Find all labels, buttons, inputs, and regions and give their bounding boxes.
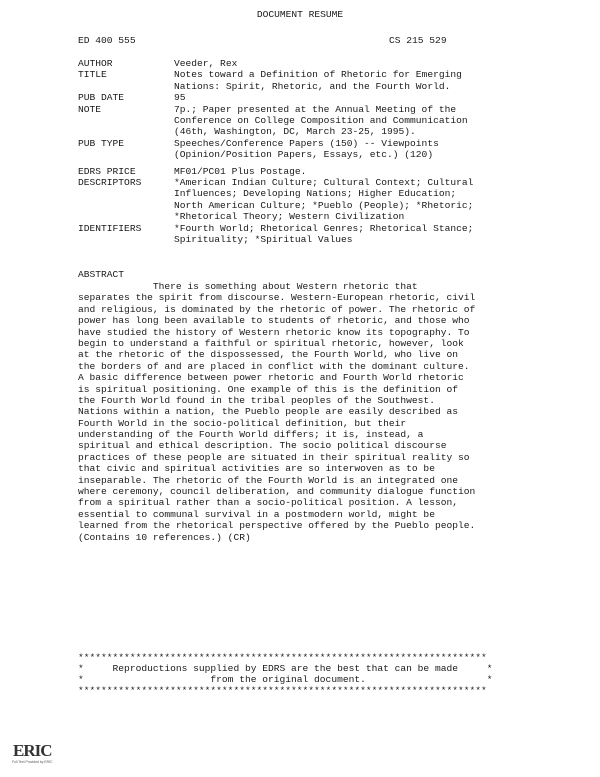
- abstract-line: spiritual and ethical description. The socio political discourse: [78, 440, 447, 452]
- cs-number: CS 215 529: [389, 35, 447, 46]
- abstract-line: the Fourth World found in the tribal peoples of the Southwest.: [78, 394, 435, 406]
- eric-logo-tagline: Full Text Provided by ERIC: [12, 760, 53, 764]
- abstract-line: at the rhetoric of the dispossessed, the Fourth World, who live on: [78, 349, 458, 361]
- field-value-line: North American Culture; *Pueblo (People); *Rhetoric;: [174, 199, 474, 211]
- field-value-line: Influences; Developing Nations; Higher Education;: [174, 188, 457, 200]
- abstract-line: understanding of the Fourth World differs; it is, instead, a: [78, 429, 424, 441]
- field-value-line: *American Indian Culture; Cultural Context; Cultural: [174, 177, 474, 188]
- abstract-line: that civic and spiritual activities are so interwoven as to be: [78, 463, 435, 475]
- field-value-line: *Fourth World; Rhetorical Genres; Rhetorical Stance;: [174, 222, 474, 234]
- abstract-line: (Contains 10 references.) (CR): [78, 531, 251, 543]
- abstract-line: is spiritual positioning. One example of this is the definition of: [78, 383, 458, 395]
- field-value-line: 7p.; Paper presented at the Annual Meeting of the: [174, 103, 457, 115]
- abstract-heading: ABSTRACT: [78, 269, 125, 280]
- field-value-line: Conference on College Composition and Communication: [174, 114, 468, 126]
- abstract-line: Nations within a nation, the Pueblo people are easily described as: [78, 406, 458, 418]
- document-title: DOCUMENT RESUME: [256, 9, 344, 20]
- field-label: TITLE: [78, 69, 107, 81]
- footer-star-border-bottom: ***********************************************************************: [78, 685, 487, 696]
- field-label: NOTE: [78, 103, 102, 115]
- abstract-line: have studied the history of Western rhetoric know its topography. To: [78, 326, 470, 338]
- abstract-line: power has long been available to students of rhetoric, and those who: [78, 315, 470, 327]
- abstract-line: where ceremony, council deliberation, and community dialogue function: [78, 486, 476, 498]
- field-value-line: 95: [174, 92, 186, 104]
- abstract-line: the borders of and are placed in conflict with the dominant culture.: [78, 360, 470, 372]
- field-value-line: Nations: Spirit, Rhetoric, and the Fourth World.: [174, 80, 451, 92]
- abstract-line: practices of these people are situated in their spiritual reality so: [78, 451, 470, 463]
- abstract-line: There is something about Western rhetoric that: [78, 281, 418, 292]
- field-label: PUB DATE: [78, 92, 125, 104]
- field-value-line: Veeder, Rex: [174, 58, 238, 69]
- field-value-line: (46th, Washington, DC, March 23-25, 1995).: [174, 126, 416, 138]
- abstract-line: begin to understand a faithful or spiritual rhetoric, however, look: [78, 337, 464, 349]
- abstract-line: A basic difference between power rhetoric and Fourth World rhetoric: [78, 372, 464, 384]
- field-label: IDENTIFIERS: [78, 222, 142, 234]
- field-value-line: (Opinion/Position Papers, Essays, etc.) (120): [174, 149, 434, 161]
- footer-notice-line-2: * from the original document. *: [78, 674, 493, 685]
- abstract-line: from a spiritual rather than a socio-political position. A lesson,: [78, 497, 458, 509]
- ed-number: ED 400 555: [78, 35, 136, 46]
- field-value-line: *Rhetorical Theory; Western Civilization: [174, 211, 405, 223]
- field-value-line: MF01/PC01 Plus Postage.: [174, 165, 307, 177]
- field-label: AUTHOR: [78, 58, 113, 69]
- footer-star-border-top: ***********************************************************************: [78, 652, 487, 663]
- eric-logo: [12, 741, 53, 768]
- abstract-line: Fourth World in the socio-political definition, but their: [78, 417, 407, 429]
- abstract-line: inseparable. The rhetoric of the Fourth World is an integrated one: [78, 474, 458, 486]
- field-label: EDRS PRICE: [78, 165, 136, 177]
- abstract-line: essential to communal survival in a postmodern world, might be: [78, 508, 435, 520]
- eric-logo-word: ERIC: [13, 741, 52, 760]
- field-label: PUB TYPE: [78, 137, 125, 149]
- abstract-line: separates the spirit from discourse. Western-European rhetoric, civil: [78, 292, 476, 304]
- field-value-line: Spirituality; *Spiritual Values: [174, 233, 353, 245]
- field-label: DESCRIPTORS: [78, 177, 142, 188]
- footer-notice-line-1: * Reproductions supplied by EDRS are the best that can be made *: [78, 663, 493, 674]
- abstract-body: [78, 281, 475, 543]
- field-value-line: Notes toward a Definition of Rhetoric for Emerging: [174, 69, 462, 81]
- abstract-line: and religious, is dominated by the rhetoric of power. The rhetoric of: [78, 303, 476, 315]
- field-value-line: Speeches/Conference Papers (150) -- Viewpoints: [174, 137, 439, 149]
- abstract-line: learned from the rhetorical perspective offered by the Pueblo people.: [78, 520, 476, 532]
